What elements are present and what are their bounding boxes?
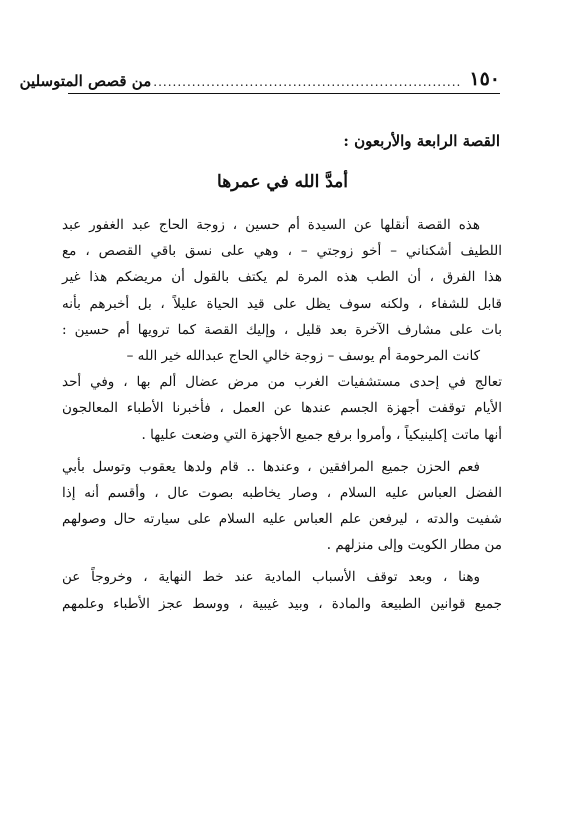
text-line: بات على مشارف الآخرة بعد قليل ، وإليك القصة كما ترويها أم حسين : <box>62 321 502 338</box>
text-line: أنها ماتت إكلينيكياً ، وأمروا برفع جميع الأجهزة التي وضعت عليها . <box>141 426 502 443</box>
text-line: من مطار الكويت وإلى منزلهم . <box>326 537 502 554</box>
header-rule <box>68 93 500 94</box>
text-line: فعم الحزن جميع المرافقين ، وعندها .. قام ولدها يعقوب وتوسل بأبي <box>62 458 480 475</box>
text-line: وهنا ، وبعد توقف الأسباب المادية عند خط النهاية ، وخروجاً عن <box>62 569 480 586</box>
text-line: تعالج في إحدى مستشفيات الغرب من مرض عضال ألم بها ، وفي أحد <box>62 374 502 391</box>
story-title: أمدَّ الله في عمرها <box>217 172 348 192</box>
book-title: من قصص المتوسلين <box>19 72 152 90</box>
page-number: ١٥٠ <box>469 68 500 90</box>
text-line: هذا الفرق ، أن الطب هذه المرة لم يكتف بالقول أن مريضكم هذا غير <box>62 269 502 286</box>
paragraph <box>62 212 502 343</box>
paragraph <box>62 343 502 448</box>
text-line: جميع قوانين الطبيعة والمادة ، وبيد غيبية ، ووسط عجز الأطباء وعلمهم <box>62 595 502 612</box>
text-line: الفضل العباس عليه السلام ، وصار يخاطبه بصوت عال ، وأقسم أنه إذا <box>62 484 502 501</box>
text-line: الأيام توقفت أجهزة الجسم عندها عن العمل ، فأخبرنا الأطباء المعالجون <box>62 400 502 417</box>
text-line: هذه القصة أنقلها عن السيدة أم حسين ، زوجة الحاج عبد الغفور عبد <box>62 217 480 233</box>
paragraph <box>62 564 502 616</box>
text-line: كانت المرحومة أم يوسف – زوجة خالي الحاج عبدالله خير الله – <box>126 347 480 364</box>
header-leader-dots: ................................................................ <box>153 75 462 89</box>
story-heading: القصة الرابعة والأربعون : <box>343 132 500 150</box>
text-line: قابل للشفاء ، ولكنه سوف يظل على قيد الحياة عليلاً ، بل أخبرهم بأنه <box>62 295 502 312</box>
paragraph <box>62 454 502 559</box>
text-line: اللطيف أشكناني – أخو زوجتي – ، وهي على نسق باقي القصص ، مع <box>62 243 502 260</box>
text-line: شفيت والدته ، ليرفعن علم العباس عليه السلام على سيارته حال وصولهم <box>62 511 502 528</box>
story-body <box>62 212 502 617</box>
running-header <box>19 62 500 90</box>
